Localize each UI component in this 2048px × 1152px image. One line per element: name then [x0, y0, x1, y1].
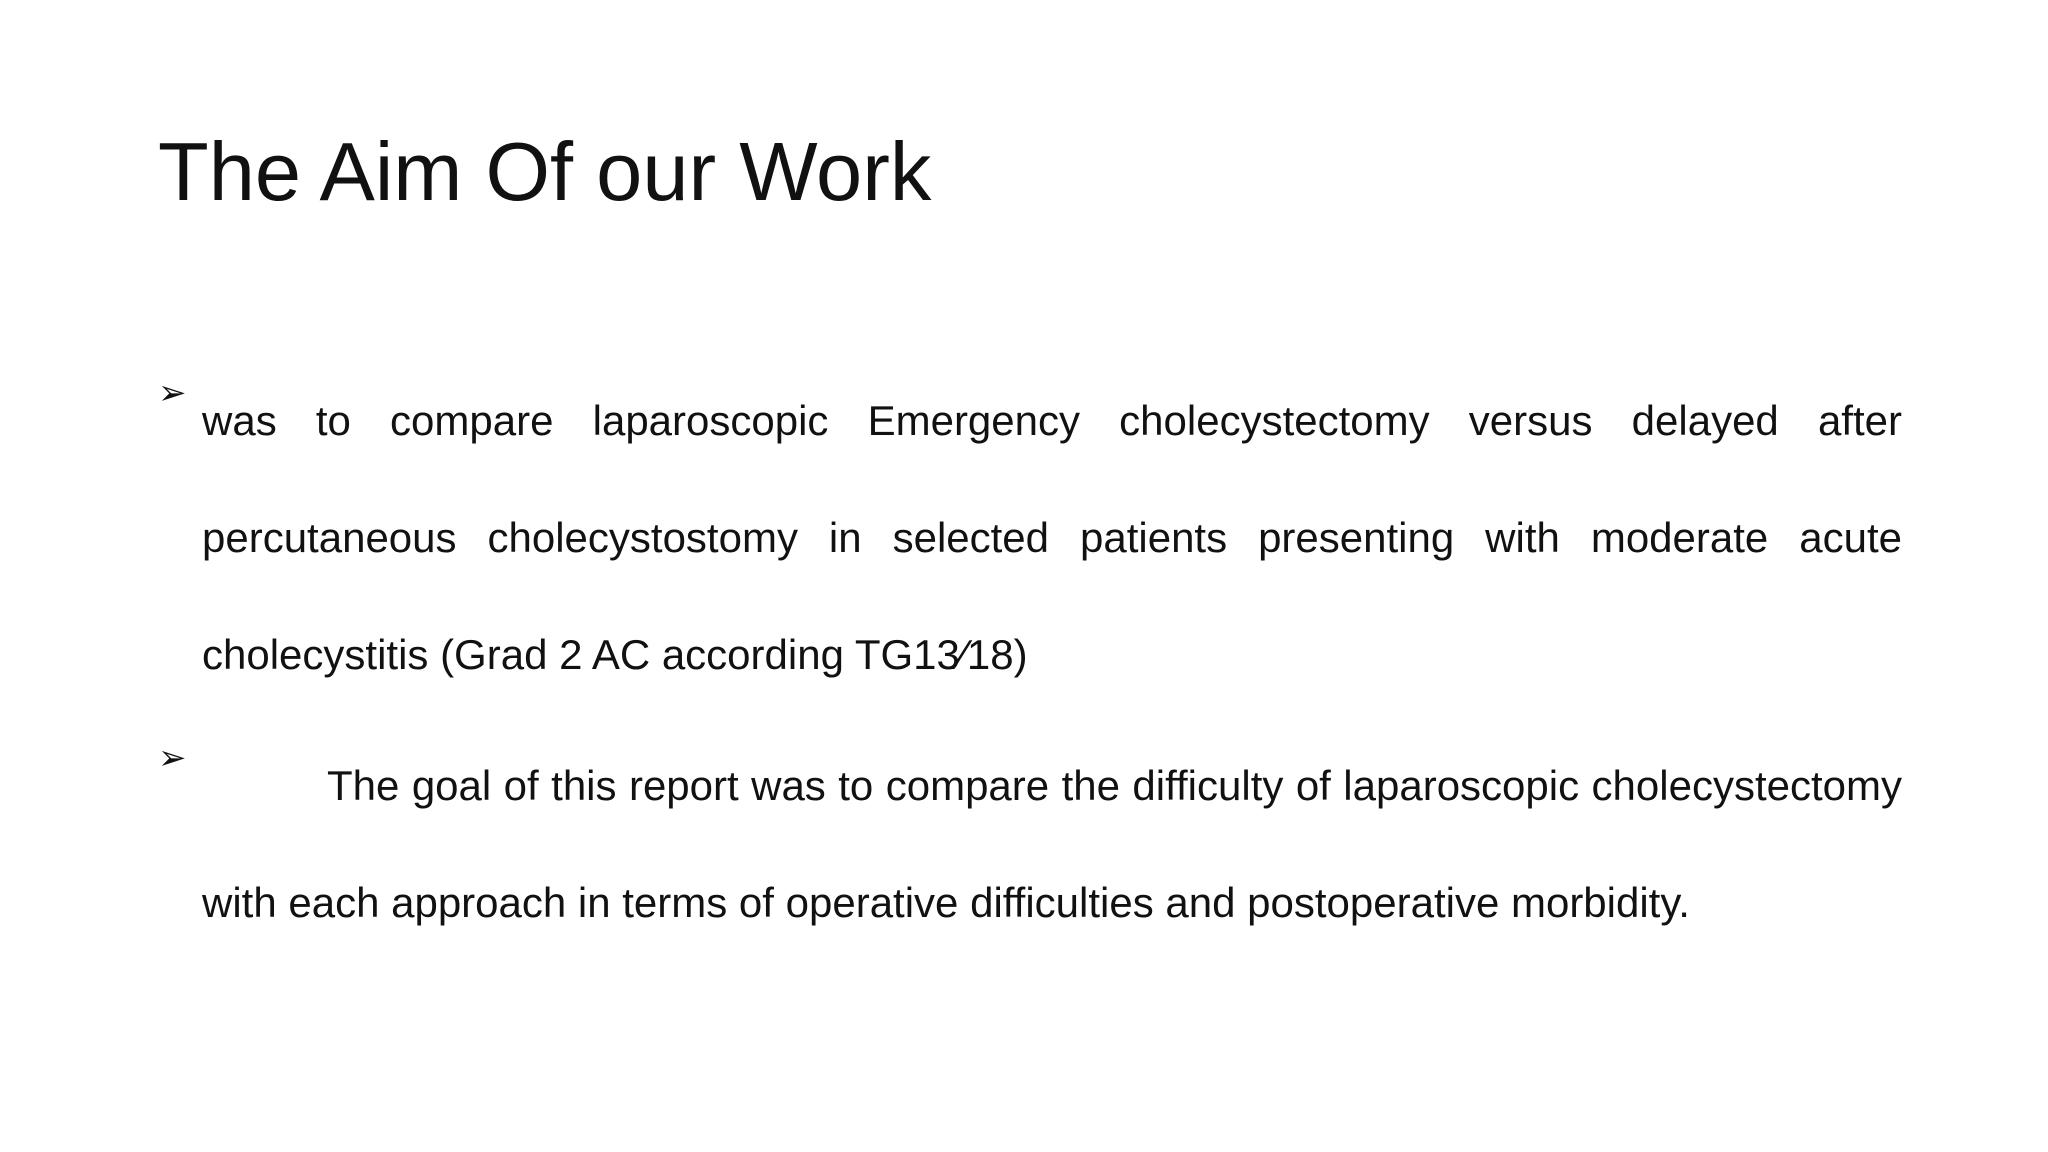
bullet-item-goal	[158, 727, 1902, 961]
slide-title: The Aim Of our Work	[158, 125, 932, 218]
bullet-text-goal	[202, 727, 1902, 961]
arrow-bullet-icon: ➢	[158, 738, 187, 778]
bullet-item-aim	[158, 362, 1902, 713]
bullet-text-goal-content: The goal of this report was to compare the difficulty of laparoscopic cholecystectomy with each approach in terms of operative difficulties and postoperative morbidity.	[202, 762, 1902, 926]
arrow-bullet-icon: ➢	[158, 373, 187, 413]
bullet-list	[158, 362, 1902, 975]
bullet-text-aim: was to compare laparoscopic Emergency cholecystectomy versus delayed after percutaneous cholecystostomy in selected patients presenting with moderate acute cholecystitis (Grad 2 AC according TG13⁄18)	[202, 397, 1902, 678]
